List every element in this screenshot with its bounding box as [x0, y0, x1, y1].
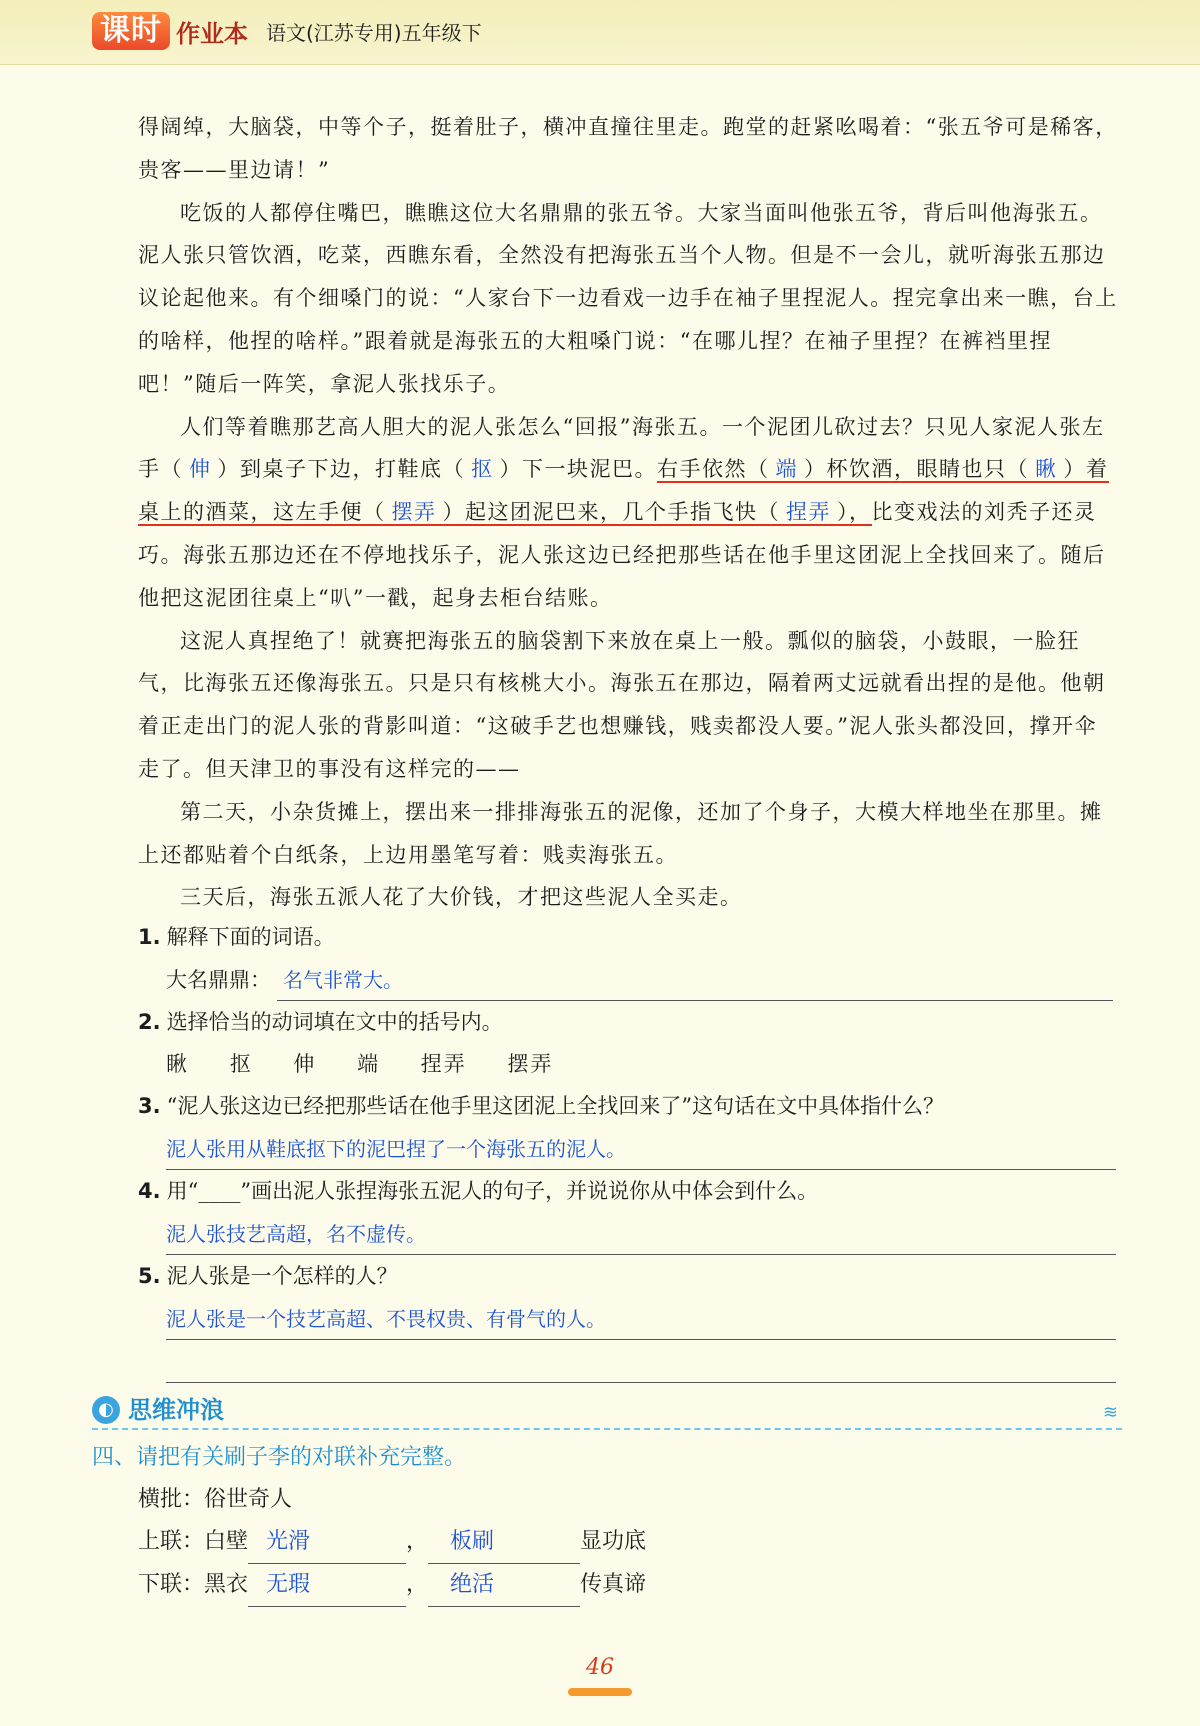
answer-field[interactable]: 名气非常大。 [277, 958, 1113, 1001]
passage-paragraph: 吃饭的人都停住嘴巴，瞧瞧这位大名鼎鼎的张五爷。大家当面叫他张五爷，背后叫他海张五。泥人张只管饮酒，吃菜，西瞧东看，全然没有把海张五当个人物。但是不一会儿，就听海张五那边议论起他来。有个细嗓门的说：“人家台下一边看戏一边手在袖子里捏泥人。捏完拿出来一瞧，台上的啥样，他捏的啥样。”跟着就是海张五的大粗嗓门说：“在哪儿捏？在袖子里捏？在裤裆里捏吧！”随后一阵笑，拿泥人张找乐子。 [138, 200, 1118, 396]
questions [138, 916, 1118, 1383]
answer-field[interactable]: 无瑕 [248, 1564, 406, 1607]
exercise-title: 四、请把有关刷子李的对联补充完整。 [92, 1445, 467, 1470]
question-number: 1. [138, 925, 161, 949]
text-span: ）起这团泥巴来，几个手指飞快（ [442, 500, 780, 525]
answer-field[interactable]: 绝活 [428, 1564, 580, 1607]
answer-field[interactable]: 泥人张技艺高超，名不虚传。 [166, 1212, 1116, 1255]
couplet-label: 上联：白壁 [138, 1529, 249, 1554]
question-number: 5. [138, 1264, 161, 1288]
section-title: 思维冲浪 [128, 1396, 224, 1424]
passage-paragraph: 得阔绰，大脑袋，中等个子，挺着肚子，横冲直撞往里走。跑堂的赶紧吆喝着：“张五爷可是稀客，贵客——里边请！” [138, 115, 1118, 182]
question-number: 4. [138, 1179, 161, 1203]
shanglian-line [138, 1521, 1092, 1564]
question-5 [138, 1255, 1118, 1297]
question-3 [138, 1085, 1118, 1127]
passage-paragraph: 这泥人真捏绝了！就赛把海张五的脑袋割下来放在桌上一般。瓢似的脑袋，小鼓眼，一脸狂气，比海张五还像海张五。只是只有核桃大小。海张五在那边，隔着两丈远就看出捏的是他。他朝着正走出门的泥人张的背影叫道：“这破手艺也想赚钱，贱卖都没人要。”泥人张头都没回，撑开伞走了。但天津卫的事没有这样完的—— [138, 628, 1106, 781]
xialian-line [138, 1564, 1092, 1607]
verb-option: 伸 [293, 1052, 317, 1076]
text-span: 人们等着瞧那艺高人胆大的泥人张怎么“回报”海张五。一个泥团儿砍过去？只见人家泥人张左手（ [138, 414, 1105, 482]
text-span: ）着桌上的酒菜，这左手便（ [138, 457, 1109, 525]
answer-field[interactable]: 光滑 [248, 1521, 406, 1564]
blank-answer: 端 [775, 457, 798, 482]
section-header [92, 1392, 1122, 1430]
brand-logo: 课时 [92, 12, 170, 50]
verb-option: 抠 [229, 1052, 253, 1076]
text-span: ）到桌子下边，打鞋底（ [217, 457, 465, 482]
answer-field[interactable]: 泥人张用从鞋底抠下的泥巴捏了一个海张五的泥人。 [166, 1127, 1116, 1170]
passage-paragraph-fill [138, 406, 1118, 620]
page-number-decoration [568, 1688, 632, 1696]
couplet-exercise [92, 1437, 1092, 1607]
answer-field[interactable]: 泥人张是一个技艺高超、不畏权贵、有骨气的人。 [166, 1297, 1116, 1340]
passage-paragraph: 第二天，小杂货摊上，摆出来一排排海张五的泥像，还加了个身子，大模大样地坐在那里。摊上还都贴着个白纸条，上边用墨笔写着：贱卖海张五。 [138, 799, 1103, 867]
text-span: 右手依然（ [657, 457, 770, 482]
text-span: 比变戏法的刘秃子还灵巧。海张五那边还在不停地找乐子，泥人张这边已经把那些话在他手里这团泥上全找回来了。随后他把这泥团往桌上“叭”一戳，起身去柜台结账。 [138, 500, 1106, 610]
page-header [0, 0, 1200, 65]
question-text: 用“____”画出泥人张捏海张五泥人的句子，并说说你从中体会到什么。 [166, 1179, 819, 1203]
text-span: ）杯饮酒，眼睛也只（ [804, 457, 1029, 482]
verb-options [166, 1043, 1118, 1085]
book-subtitle: 语文(江苏专用)五年级下 [266, 20, 482, 45]
question-1 [138, 916, 1118, 958]
question-1-line [166, 958, 1118, 1001]
brand-name: 作业本 [176, 19, 248, 48]
swirl-icon: ◐ [92, 1396, 120, 1424]
question-text: 解释下面的词语。 [166, 925, 335, 949]
question-2 [138, 1001, 1118, 1043]
question-4 [138, 1170, 1118, 1212]
question-text: “泥人张这边已经把那些话在他手里这团泥上全找回来了”这句话在文中具体指什么？ [166, 1094, 945, 1118]
wave-icon: ≋ [1102, 1402, 1118, 1423]
separator: ， [406, 1572, 429, 1597]
verb-option: 瞅 [166, 1052, 189, 1076]
answer-field-extra[interactable] [166, 1340, 1116, 1383]
term: 大名鼎鼎： [166, 968, 271, 992]
verb-option: 摆弄 [507, 1052, 554, 1076]
blank-answer: 捏弄 [786, 500, 831, 525]
text-span: ）， [837, 500, 872, 525]
couplet-label: 下联：黑衣 [138, 1572, 249, 1597]
reading-passage [138, 106, 1118, 919]
blank-answer: 瞅 [1035, 457, 1058, 482]
page-number: 46 [586, 1655, 614, 1680]
couplet-end: 传真谛 [580, 1572, 647, 1597]
verb-option: 端 [357, 1052, 381, 1076]
couplet-end: 显功底 [580, 1529, 647, 1554]
question-number: 2. [138, 1010, 161, 1034]
question-number: 3. [138, 1094, 161, 1118]
separator: ， [406, 1529, 429, 1554]
hengpi-line: 横批：俗世奇人 [138, 1487, 293, 1512]
question-text: 选择恰当的动词填在文中的括号内。 [166, 1010, 503, 1034]
verb-option: 捏弄 [420, 1052, 467, 1076]
text-span: ）下一块泥巴。 [499, 457, 657, 482]
question-text: 泥人张是一个怎样的人？ [166, 1264, 398, 1288]
answer-field[interactable]: 板刷 [428, 1521, 580, 1564]
brand [92, 12, 482, 50]
blank-answer: 抠 [471, 457, 494, 482]
passage-paragraph: 三天后，海张五派人花了大价钱，才把这些泥人全买走。 [180, 885, 743, 910]
blank-answer: 摆弄 [391, 500, 437, 525]
blank-answer: 伸 [189, 457, 212, 482]
